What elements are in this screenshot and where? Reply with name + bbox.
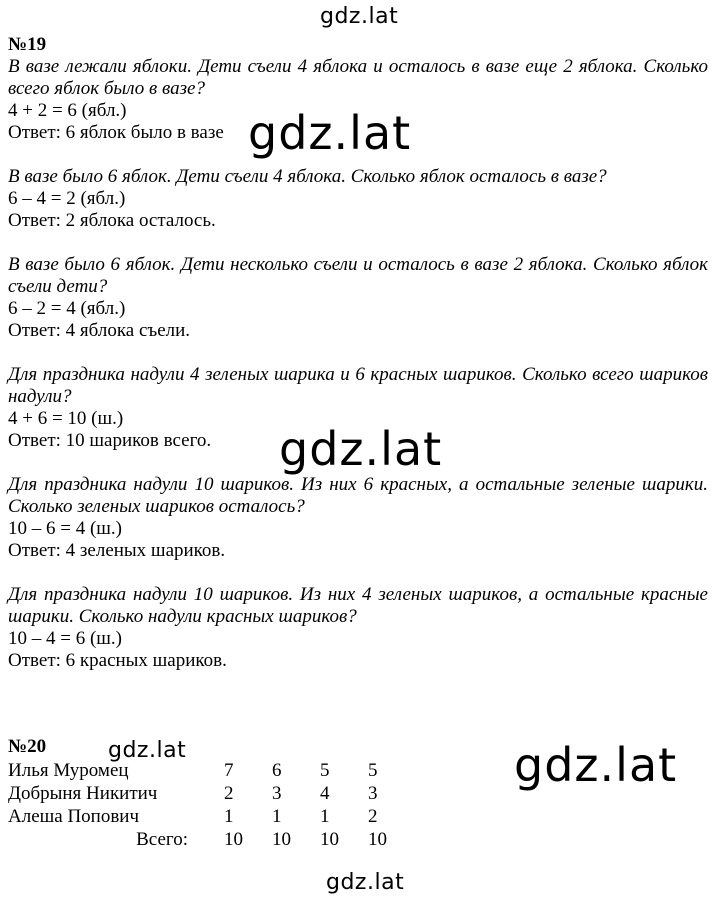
total-value: 10 xyxy=(320,829,339,850)
problem-question: Для праздника надули 10 шариков. Из них 4 зеленых шариков, а остальные красные шарики. Сколько надули красных шариков? xyxy=(8,584,708,627)
problem-equation: 4 + 2 = 6 (ябл.) xyxy=(8,100,127,121)
table-row xyxy=(8,759,416,782)
task-20-section xyxy=(8,736,416,851)
table-row-total xyxy=(8,828,416,851)
total-label: Всего: xyxy=(136,829,188,850)
cell-value: 4 xyxy=(320,783,330,804)
problem-equation: 6 – 4 = 2 (ябл.) xyxy=(8,188,126,209)
watermark-large-1: gdz.lat xyxy=(248,106,412,160)
task-19-section xyxy=(8,34,708,694)
problem-equation: 4 + 6 = 10 (ш.) xyxy=(8,408,124,429)
problem-equation: 10 – 4 = 6 (ш.) xyxy=(8,628,122,649)
watermark-small-table: gdz.lat xyxy=(108,738,187,763)
watermark-top: gdz.lat xyxy=(320,4,399,29)
problem-answer: Ответ: 2 яблока осталось. xyxy=(8,210,216,231)
problem-question: Для праздника надули 10 шариков. Из них 6 красных, а остальные зеленые шарики. Сколько зеленых шариков осталось? xyxy=(8,474,708,517)
problem-question: Для праздника надули 4 зеленых шарика и 6 красных шариков. Сколько всего шариков надули? xyxy=(8,364,708,407)
total-value: 10 xyxy=(224,829,243,850)
cell-value: 7 xyxy=(224,760,234,781)
row-name: Добрыня Никитич xyxy=(8,783,158,804)
problem-answer: Ответ: 6 яблок было в вазе xyxy=(8,122,224,143)
problem-4 xyxy=(8,364,708,452)
cell-value: 1 xyxy=(224,806,234,827)
cell-value: 2 xyxy=(368,806,378,827)
cell-value: 5 xyxy=(320,760,330,781)
problem-question: В вазе было 6 яблок. Дети съели 4 яблока. Сколько яблок осталось в вазе? xyxy=(8,166,607,187)
cell-value: 3 xyxy=(368,783,378,804)
problem-answer: Ответ: 6 красных шариков. xyxy=(8,650,227,671)
row-name: Алеша Попович xyxy=(8,806,140,827)
table-row xyxy=(8,805,416,828)
problem-2 xyxy=(8,166,708,232)
problem-question: В вазе было 6 яблок. Дети несколько съели и осталось в вазе 2 яблока. Сколько яблок съели дети? xyxy=(8,254,708,297)
watermark-large-2: gdz.lat xyxy=(279,422,443,476)
problem-answer: Ответ: 4 яблока съели. xyxy=(8,320,191,341)
problem-5 xyxy=(8,474,708,562)
problem-equation: 6 – 2 = 4 (ябл.) xyxy=(8,298,126,319)
row-name: Илья Муромец xyxy=(8,760,129,781)
task-number-19: №19 xyxy=(8,34,47,55)
total-value: 10 xyxy=(272,829,291,850)
problem-1 xyxy=(8,56,708,144)
task-number-20: №20 xyxy=(8,736,47,757)
cell-value: 5 xyxy=(368,760,378,781)
cell-value: 1 xyxy=(272,806,282,827)
scores-table xyxy=(8,759,416,851)
watermark-bottom: gdz.lat xyxy=(326,870,405,895)
problem-equation: 10 – 6 = 4 (ш.) xyxy=(8,518,122,539)
problem-answer: Ответ: 4 зеленых шариков. xyxy=(8,540,226,561)
table-row xyxy=(8,782,416,805)
problem-3 xyxy=(8,254,708,342)
cell-value: 1 xyxy=(320,806,330,827)
problem-answer: Ответ: 10 шариков всего. xyxy=(8,430,212,451)
problem-6 xyxy=(8,584,708,672)
watermark-large-3: gdz.lat xyxy=(514,738,678,792)
total-value: 10 xyxy=(368,829,387,850)
cell-value: 2 xyxy=(224,783,234,804)
cell-value: 3 xyxy=(272,783,282,804)
problem-question: В вазе лежали яблоки. Дети съели 4 яблока и осталось в вазе еще 2 яблока. Сколько всего яблок было в вазе? xyxy=(8,56,708,99)
cell-value: 6 xyxy=(272,760,282,781)
